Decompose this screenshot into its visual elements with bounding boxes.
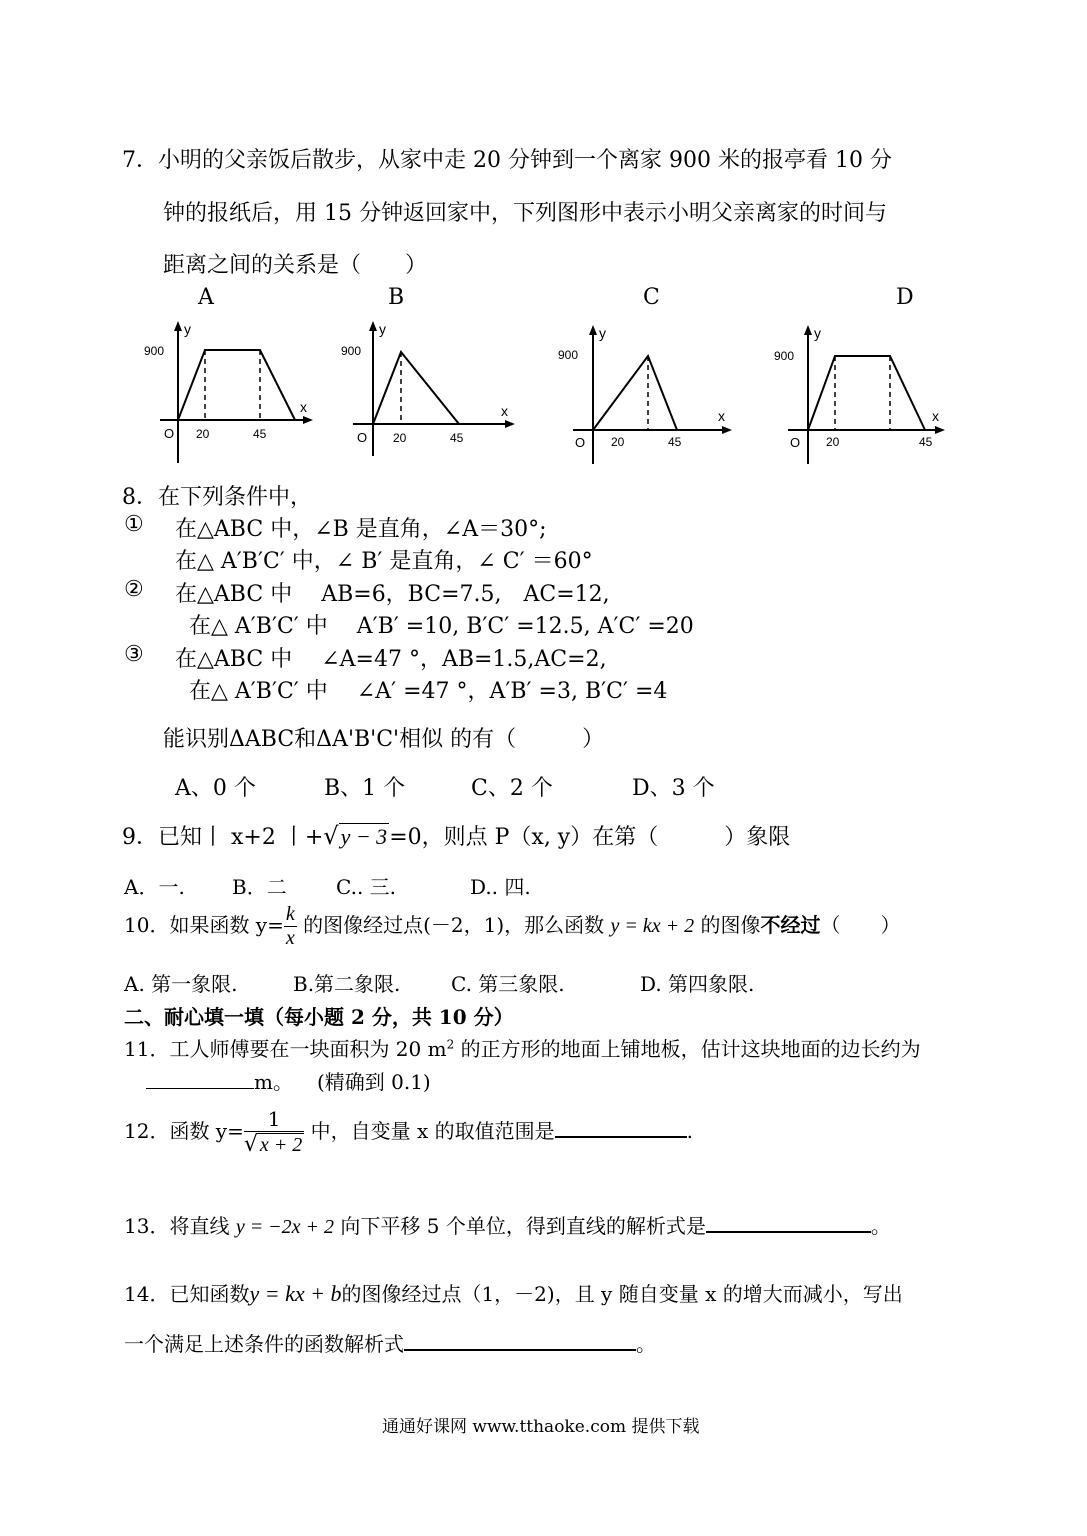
q11-line1a: 11．工人师傅要在一块面积为 20 m — [124, 1037, 447, 1061]
q9-suffix: =0，则点 P（x, y）在第（ ）象限 — [389, 825, 791, 850]
q10-bold-word: 不经过 — [760, 913, 821, 937]
graph-a — [140, 318, 315, 472]
q14-prefix: 14．已知函数 — [124, 1282, 250, 1306]
q9-option-b: B．二 — [232, 875, 287, 899]
graph-a-y-label: y — [184, 321, 191, 337]
q8-option-b: B、1 个 — [324, 776, 406, 801]
graph-d-y-label: y — [814, 325, 821, 341]
q12-fraction-numerator: 1 — [244, 1108, 304, 1132]
section-2-heading: 二、耐心填一填（每小题 2 分，共 10 分） — [124, 1005, 514, 1029]
q8-condition-2b: 在△ A′B′C′ 中 A′B′ =10, B′C′ =12.5, A′C′ =20 — [189, 614, 694, 639]
q8-option-d: D、3 个 — [632, 776, 715, 801]
graph-c — [555, 322, 740, 471]
q11-answer-blank[interactable] — [146, 1068, 254, 1089]
footer: 通通好课网 www.tthaoke.com 提供下载 — [382, 1417, 700, 1437]
q14-line1 — [124, 1278, 903, 1307]
q10-expression: y = kx + 2 — [610, 915, 695, 937]
graph-a-origin: O — [164, 426, 175, 441]
q13-suffix: 向下平移 5 个单位，得到直线的解析式是 — [340, 1214, 706, 1238]
graph-c-x-tick-2: 45 — [668, 435, 682, 449]
graph-b-x-tick-2: 45 — [450, 431, 464, 445]
q10-line — [124, 903, 901, 950]
q10-fraction-denominator: x — [285, 927, 295, 949]
graph-d-x-tick-1: 20 — [826, 435, 840, 449]
q11-line1 — [124, 1033, 921, 1062]
graph-b — [335, 318, 520, 462]
q10-prefix: 10．如果函数 y= — [124, 913, 284, 937]
q14-suffix: 的图像经过点（1，－2)，且 y 随自变量 x 的增大而减小，写出 — [341, 1282, 903, 1306]
q9-line: 9．已知丨 x+2 丨+√y − 3=0，则点 P（x, y）在第（ ）象限 — [122, 822, 791, 850]
q8-intro: 8．在下列条件中， — [122, 485, 312, 510]
graph-c-x-label: x — [718, 408, 725, 424]
graph-d-y-tick: 900 — [774, 349, 795, 363]
option-a-label: A — [198, 285, 214, 310]
graph-b-x-label: x — [501, 403, 508, 419]
q12-suffix: 中，自变量 x 的取值范围是 — [310, 1119, 555, 1144]
q14-answer-blank[interactable] — [404, 1329, 636, 1351]
q10-middle: 的图像经过点(－2，1)，那么函数 — [303, 913, 605, 937]
q8-option-a: A、0 个 — [175, 776, 256, 801]
graph-a-x-label: x — [300, 399, 307, 415]
q14-line2-text: 一个满足上述条件的函数解析式 — [124, 1332, 404, 1356]
q10-middle-2: 的图像 — [700, 913, 761, 937]
graph-d-x-label: x — [932, 408, 939, 424]
q10-option-d: D. 第四象限. — [640, 972, 755, 996]
q9-sqrt-expression: y − 3 — [340, 824, 388, 849]
graph-a-x-tick-1: 20 — [196, 427, 210, 441]
q8-condition-1a: 在△ABC 中，∠B 是直角，∠A＝30°; — [175, 517, 547, 542]
q13-expression: y = −2x + 2 — [235, 1216, 335, 1238]
q9-option-a: A．一. — [124, 875, 185, 899]
q8-condition-1b: 在△ A′B′C′ 中，∠ B′ 是直角，∠ C′ ＝60° — [175, 549, 593, 574]
q13-end: 。 — [870, 1214, 891, 1238]
graph-d-origin: O — [790, 435, 801, 450]
graph-b-origin: O — [357, 430, 368, 445]
q7-line1: 7．小明的父亲饭后散步，从家中走 20 分钟到一个离家 900 米的报亭看 10 分 — [122, 148, 892, 173]
q11-note: (精确到 0.1) — [316, 1070, 431, 1094]
graph-a-x-tick-2: 45 — [253, 427, 267, 441]
q11-unit: m。 — [254, 1070, 293, 1094]
q8-condition-3b: 在△ A′B′C′ 中 ∠A′ =47 °，A′B′ =3, B′C′ =4 — [189, 679, 668, 704]
q11-line2 — [146, 1066, 431, 1095]
q9-prefix: 9．已知丨 x+2 丨+ — [122, 825, 324, 850]
q13-answer-blank[interactable] — [706, 1211, 871, 1233]
q14-end: 。 — [636, 1332, 656, 1356]
q10-option-b: B.第二象限. — [293, 972, 401, 996]
q10-option-c: C. 第三象限. — [451, 972, 565, 996]
q8-option-c: C、2 个 — [471, 776, 553, 801]
q9-option-d: D.. 四. — [470, 875, 531, 899]
q8-condition-2-number: ② — [124, 577, 144, 602]
graph-d-x-tick-2: 45 — [919, 435, 933, 449]
graph-c-x-tick-1: 20 — [611, 435, 625, 449]
graph-d — [770, 322, 955, 471]
q12-prefix: 12．函数 y= — [124, 1119, 244, 1144]
q13-prefix: 13．将直线 — [124, 1214, 230, 1238]
q11-line1b: 的正方形的地面上铺地板，估计这块地面的边长约为 — [454, 1037, 921, 1061]
q9-option-c: C.. 三. — [336, 875, 397, 899]
graph-b-y-label: y — [379, 321, 386, 337]
option-c-label: C — [643, 285, 660, 310]
graph-c-origin: O — [575, 435, 586, 450]
q13-line — [124, 1210, 891, 1239]
q8-condition-2a: 在△ABC 中 AB=6，BC=7.5, AC=12, — [175, 582, 610, 607]
q8-condition-3a: 在△ABC 中 ∠A=47 °，AB=1.5,AC=2, — [175, 647, 607, 672]
graph-a-y-tick: 900 — [144, 344, 165, 358]
q12-answer-blank[interactable] — [555, 1116, 687, 1138]
q7-line3: 距离之间的关系是（ ） — [163, 253, 428, 278]
q12-line: 12．函数 y= $\frac{1}{√ x + 2}$ 中，自变量 x 的取值范围是 . — [124, 1107, 693, 1157]
q11-superscript: 2 — [446, 1037, 455, 1052]
graph-c-y-tick: 900 — [558, 348, 579, 362]
option-d-label: D — [896, 285, 914, 310]
graph-c-y-label: y — [599, 325, 606, 341]
graph-b-y-tick: 900 — [341, 344, 362, 358]
q7-line2: 钟的报纸后，用 15 分钟返回家中，下列图形中表示小明父亲离家的时间与 — [163, 201, 887, 226]
q8-question: 能识别ΔABC和ΔA'B'C'相似 的有（ ） — [163, 727, 605, 752]
q8-condition-1-number: ① — [124, 512, 144, 537]
q14-expression: y = kx + b — [249, 1281, 342, 1306]
graph-b-x-tick-1: 20 — [393, 431, 407, 445]
option-b-label: B — [388, 285, 405, 310]
q14-line2 — [124, 1328, 656, 1357]
q10-fraction-numerator: k — [285, 903, 295, 925]
q8-condition-3-number: ③ — [124, 642, 144, 667]
q12-fraction-denominator: x + 2 — [259, 1134, 303, 1156]
q10-option-a: A. 第一象限. — [124, 972, 238, 996]
q10-suffix: （ ） — [820, 913, 901, 937]
